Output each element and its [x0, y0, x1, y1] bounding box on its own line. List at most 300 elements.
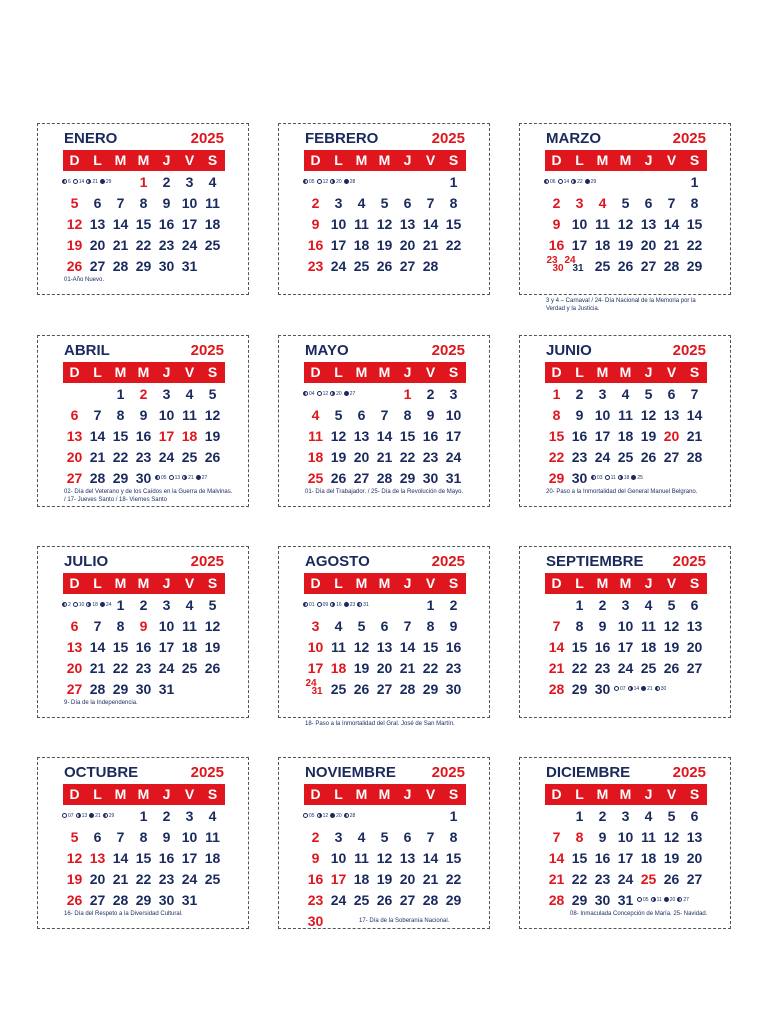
- day-cell: 4: [334, 618, 343, 634]
- year-label: 2025: [190, 342, 224, 359]
- weekday-label: S: [207, 575, 218, 591]
- day-cell: 25: [204, 237, 221, 253]
- day-cell: 24: [330, 892, 347, 908]
- moon-phase-date: 21: [95, 813, 101, 819]
- day-cell: 17: [330, 871, 347, 887]
- day-cell: 13: [66, 428, 83, 444]
- year-label: 2025: [672, 764, 706, 781]
- day-cell: 3: [185, 808, 194, 824]
- moon-full-icon: [558, 179, 563, 184]
- day-cell: 18: [640, 639, 657, 655]
- day-cell: 14: [422, 216, 439, 232]
- moon-new-icon: [196, 475, 201, 480]
- day-cell: 11: [354, 216, 369, 232]
- day-cell: 27: [399, 892, 416, 908]
- day-cell: 4: [644, 808, 653, 824]
- weekday-label: S: [448, 364, 459, 380]
- day-cell: 9: [139, 618, 148, 634]
- month-header: [64, 764, 224, 784]
- month-card-mayo: [278, 335, 490, 507]
- day-cell: 7: [93, 407, 102, 423]
- day-cell: 11: [331, 639, 346, 655]
- weekday-label: V: [184, 786, 195, 802]
- day-cell: 31: [445, 470, 462, 486]
- moon-full-icon: [303, 813, 308, 818]
- weekday-label: M: [619, 786, 632, 802]
- moon-phase-date: 31: [363, 602, 369, 608]
- moon-phase-date: 14: [563, 179, 570, 185]
- moon-lq-icon: [344, 813, 349, 818]
- day-cell: 7: [403, 618, 412, 634]
- day-cell: 14: [89, 639, 106, 655]
- day-cell: 31: [181, 258, 198, 274]
- day-cell: 21: [89, 449, 106, 465]
- day-cell: 2: [449, 597, 458, 613]
- month-header: [64, 130, 224, 150]
- weekday-label: L: [93, 786, 102, 802]
- day-cell: 7: [552, 829, 561, 845]
- day-cell: 18: [353, 237, 370, 253]
- day-cell: 27: [640, 258, 657, 274]
- day-cell: 27: [66, 470, 83, 486]
- day-cell: 13: [399, 216, 416, 232]
- moon-phase-date: 2: [68, 602, 71, 608]
- month-header: [546, 553, 706, 573]
- day-cell: 24: [330, 258, 347, 274]
- day-cell: 20: [89, 237, 106, 253]
- moon-phase-date: 05: [161, 475, 167, 481]
- weekday-label: M: [378, 364, 391, 380]
- day-cell: 24: [181, 237, 198, 253]
- moon-new-icon: [664, 897, 669, 902]
- weekday-label: D: [69, 364, 80, 380]
- day-cell: 15: [399, 428, 416, 444]
- day-cell: 28: [399, 681, 416, 697]
- day-cell: 17: [617, 850, 634, 866]
- day-cell: 6: [690, 808, 699, 824]
- month-header: [546, 764, 706, 784]
- day-cell: 19: [376, 237, 393, 253]
- day-cell: 28: [548, 892, 565, 908]
- day-cell: 9: [162, 195, 171, 211]
- day-cell: 2: [426, 386, 435, 402]
- moon-full-icon: [637, 897, 642, 902]
- moon-phases: [60, 178, 111, 186]
- moon-new-icon: [344, 179, 349, 184]
- day-cell: 16: [307, 871, 324, 887]
- day-cell: 22: [112, 660, 129, 676]
- day-cell: 5: [70, 195, 79, 211]
- day-cell: 20: [376, 660, 393, 676]
- weekday-label: S: [448, 786, 459, 802]
- moon-phase-date: 21: [188, 475, 194, 481]
- day-cell: 12: [376, 216, 393, 232]
- day-cell: 2: [162, 174, 171, 190]
- day-cell: 23: [571, 449, 588, 465]
- day-cell: 14: [663, 216, 680, 232]
- day-cell: 26: [330, 470, 347, 486]
- moon-lq-icon: [303, 602, 308, 607]
- day-cell: 17: [307, 660, 324, 676]
- day-cell: 16: [422, 428, 439, 444]
- weekday-label: J: [644, 364, 653, 380]
- day-cell: 21: [399, 660, 416, 676]
- day-cell: 29: [571, 681, 588, 697]
- moon-phases: [301, 178, 355, 186]
- weekday-bar: [545, 362, 707, 383]
- weekday-label: L: [575, 786, 584, 802]
- moon-phase-date: 09: [322, 602, 329, 608]
- day-cell: 26: [376, 258, 393, 274]
- day-cell: 22: [571, 660, 588, 676]
- day-cell: 13: [686, 618, 703, 634]
- weekday-label: S: [689, 364, 700, 380]
- moon-phase-date: 12: [322, 813, 329, 819]
- weekday-label: V: [666, 364, 677, 380]
- day-cell: 15: [112, 639, 129, 655]
- day-cell: 15: [571, 850, 588, 866]
- weekday-label: M: [355, 786, 368, 802]
- day-cell: 9: [162, 829, 171, 845]
- weekday-label: S: [689, 786, 700, 802]
- moon-phase-date: 20: [336, 391, 342, 397]
- weekday-label: S: [207, 364, 218, 380]
- day-cell: 10: [571, 216, 588, 232]
- day-cell: 2: [552, 195, 561, 211]
- moon-phase-date: 05: [309, 813, 315, 819]
- day-cell: 20: [663, 428, 680, 444]
- day-cell: 29: [548, 470, 565, 486]
- day-cell: 13: [89, 850, 106, 866]
- day-cell: 31: [617, 892, 634, 908]
- moon-phase-date: 28: [349, 813, 356, 819]
- day-cell: 3: [334, 195, 343, 211]
- day-cell: 9: [598, 829, 607, 845]
- day-cell: 28: [663, 258, 680, 274]
- holiday-note: 02- Día del Veterano y de los Caídos en la Guerra de Malvinas. / 17- Jueves Santo / 18- Viernes Santo: [64, 489, 233, 503]
- day-cell: 28: [422, 258, 439, 274]
- day-cell: 18: [594, 237, 611, 253]
- month-header: [64, 553, 224, 573]
- month-card-marzo: [519, 123, 731, 312]
- weekday-label: V: [666, 575, 677, 591]
- day-cell: 5: [380, 829, 389, 845]
- day-cell: 6: [403, 195, 412, 211]
- weekday-label: M: [114, 364, 127, 380]
- month-card-julio: [37, 546, 249, 718]
- day-cell: 20: [89, 871, 106, 887]
- day-cell: 1: [403, 386, 412, 402]
- day-cell: 8: [139, 829, 148, 845]
- day-cell: 11: [182, 618, 197, 634]
- day-cell: 29: [686, 258, 703, 274]
- day-cell: 16: [571, 428, 588, 444]
- moon-phase-date: 25: [637, 475, 643, 481]
- day-cell: 21: [686, 428, 703, 444]
- day-cell: 8: [403, 407, 412, 423]
- day-cell: 29: [135, 892, 152, 908]
- weekday-label: V: [666, 152, 677, 168]
- month-name: MARZO: [546, 130, 601, 147]
- day-cell: 9: [139, 407, 148, 423]
- moon-phase-date: 13: [81, 813, 88, 819]
- day-cell: 10: [158, 618, 175, 634]
- day-cell: 5: [621, 195, 630, 211]
- weekday-label: L: [575, 575, 584, 591]
- day-cell: 12: [617, 216, 634, 232]
- weekday-label: J: [162, 575, 171, 591]
- day-cell: 28: [548, 681, 565, 697]
- moon-lq-icon: [591, 475, 596, 480]
- day-cell: 23: [594, 660, 611, 676]
- month-header: [305, 130, 465, 150]
- weekday-label: M: [619, 575, 632, 591]
- day-cell: 2: [311, 195, 320, 211]
- moon-lq-icon: [655, 686, 660, 691]
- day-cell: 10: [307, 639, 324, 655]
- weekday-label: V: [425, 786, 436, 802]
- weekday-label: V: [184, 364, 195, 380]
- day-cell: 9: [552, 216, 561, 232]
- day-cell: 5: [208, 386, 217, 402]
- day-cell: 25: [330, 681, 347, 697]
- holiday-note: 16- Día del Respeto a la Diversidad Cultural.: [64, 911, 183, 917]
- day-cell: 2: [162, 808, 171, 824]
- day-cell: 30: [158, 892, 175, 908]
- weekday-label: M: [596, 575, 609, 591]
- day-cell: 13: [663, 407, 680, 423]
- day-cell: 14: [89, 428, 106, 444]
- day-cell: 1: [575, 597, 584, 613]
- day-cell: 4: [208, 808, 217, 824]
- day-cell: 18: [307, 449, 324, 465]
- day-cell: 16: [135, 639, 152, 655]
- day-cell: 25: [353, 258, 370, 274]
- day-cell: 16: [158, 216, 175, 232]
- day-cell: 30: [307, 913, 324, 929]
- moon-lq-icon: [544, 179, 549, 184]
- day-cell: 26: [376, 892, 393, 908]
- weekday-label: M: [596, 786, 609, 802]
- moon-fq-icon: [628, 686, 633, 691]
- day-cell: 30: [135, 470, 152, 486]
- day-cell: 12: [353, 639, 370, 655]
- weekday-bar: [63, 573, 225, 594]
- weekday-label: V: [666, 786, 677, 802]
- day-cell: 12: [640, 407, 657, 423]
- day-cell: 3: [162, 386, 171, 402]
- day-cell: 8: [139, 195, 148, 211]
- day-cell: 6: [644, 195, 653, 211]
- weekday-label: D: [310, 152, 321, 168]
- day-cell: 4: [621, 386, 630, 402]
- weekday-label: M: [619, 152, 632, 168]
- day-cell: 1: [449, 808, 458, 824]
- day-cell: 17: [158, 428, 175, 444]
- moon-phase-date: 14: [633, 686, 640, 692]
- moon-phase-date: 05: [309, 179, 315, 185]
- day-cell: 24: [594, 449, 611, 465]
- day-cell: 18: [181, 639, 198, 655]
- year-label: 2025: [672, 130, 706, 147]
- day-cell: 3: [311, 618, 320, 634]
- day-cell: 26: [66, 892, 83, 908]
- moon-phase-date: 29: [105, 179, 112, 185]
- year-label: 2025: [431, 553, 465, 570]
- year-label: 2025: [431, 764, 465, 781]
- day-cell: 12: [330, 428, 347, 444]
- month-card-octubre: [37, 757, 249, 929]
- weekday-label: S: [448, 152, 459, 168]
- day-cell: 13: [376, 639, 393, 655]
- day-cell: 8: [426, 618, 435, 634]
- day-cell: 19: [353, 660, 370, 676]
- moon-fq-icon: [330, 602, 335, 607]
- day-cell: 7: [116, 195, 125, 211]
- weekday-label: S: [207, 786, 218, 802]
- day-cell: 8: [116, 407, 125, 423]
- day-cell: 3: [621, 808, 630, 824]
- holiday-note: 20- Paso a la Inmortalidad del General Manuel Belgrano.: [546, 489, 698, 495]
- month-name: JUNIO: [546, 342, 592, 359]
- day-cell: 19: [204, 428, 221, 444]
- day-cell: 8: [552, 407, 561, 423]
- day-cell: 5: [644, 386, 653, 402]
- day-cell: 25: [594, 258, 611, 274]
- day-cell: 29: [422, 681, 439, 697]
- day-cell: 13: [686, 829, 703, 845]
- weekday-bar: [304, 784, 466, 805]
- weekday-label: M: [114, 575, 127, 591]
- day-cell: 8: [575, 618, 584, 634]
- day-cell: 5: [667, 808, 676, 824]
- weekday-label: L: [334, 152, 343, 168]
- day-cell: 7: [426, 195, 435, 211]
- year-label: 2025: [431, 130, 465, 147]
- day-cell: 14: [112, 850, 129, 866]
- day-cell: 11: [595, 216, 610, 232]
- day-cell: 14: [422, 850, 439, 866]
- weekday-label: D: [69, 786, 80, 802]
- weekday-label: M: [137, 152, 150, 168]
- day-cell: 17: [617, 639, 634, 655]
- day-cell: 9: [598, 618, 607, 634]
- weekday-bar: [304, 362, 466, 383]
- day-cell: 10: [158, 407, 175, 423]
- day-cell: 15: [548, 428, 565, 444]
- day-cell: 12: [66, 216, 83, 232]
- day-cell: 19: [663, 850, 680, 866]
- moon-phase-date: 28: [349, 179, 356, 185]
- day-cell: 17: [571, 237, 588, 253]
- day-cell: 24: [617, 871, 634, 887]
- moon-phases: [301, 812, 355, 820]
- day-cell: 20: [66, 660, 83, 676]
- day-cell: 30: [422, 470, 439, 486]
- day-cell: 24: [158, 449, 175, 465]
- day-cell: 27: [686, 660, 703, 676]
- day-cell: 22: [135, 871, 152, 887]
- day-cell: 16: [307, 237, 324, 253]
- month-header: [546, 342, 706, 362]
- day-cell: 1: [116, 597, 125, 613]
- day-cell: 10: [181, 829, 198, 845]
- moon-phase-date: 12: [322, 391, 329, 397]
- moon-fq-icon: [571, 179, 576, 184]
- weekday-label: J: [403, 152, 412, 168]
- moon-phase-date: 11: [610, 475, 616, 481]
- day-cell: 15: [422, 639, 439, 655]
- month-header: [546, 130, 706, 150]
- weekday-label: J: [644, 786, 653, 802]
- moon-phase-date: 24: [105, 602, 112, 608]
- day-cell: 15: [135, 850, 152, 866]
- day-cell-stacked-top: 24: [305, 678, 317, 689]
- day-cell: 4: [185, 597, 194, 613]
- day-cell: 27: [399, 258, 416, 274]
- day-cell: 9: [311, 216, 320, 232]
- day-cell: 24: [445, 449, 462, 465]
- day-cell: 12: [204, 618, 221, 634]
- moon-phase-date: 13: [174, 475, 181, 481]
- day-cell: 25: [181, 449, 198, 465]
- day-cell: 29: [135, 258, 152, 274]
- weekday-label: V: [425, 152, 436, 168]
- moon-phase-date: 21: [647, 686, 653, 692]
- moon-new-icon: [330, 813, 335, 818]
- day-cell: 14: [399, 639, 416, 655]
- moon-new-icon: [344, 391, 349, 396]
- moon-phases: [153, 474, 207, 482]
- day-cell: 1: [552, 386, 561, 402]
- day-cell: 2: [139, 386, 148, 402]
- moon-phase-date: 29: [108, 813, 115, 819]
- day-cell: 16: [594, 850, 611, 866]
- weekday-label: D: [69, 575, 80, 591]
- day-cell: 1: [116, 386, 125, 402]
- day-cell: 20: [640, 237, 657, 253]
- weekday-bar: [545, 784, 707, 805]
- moon-phase-date: 11: [656, 897, 662, 903]
- day-cell: 27: [376, 681, 393, 697]
- moon-phases: [301, 601, 369, 609]
- weekday-label: M: [114, 152, 127, 168]
- day-cell: 9: [426, 407, 435, 423]
- day-cell: 18: [617, 428, 634, 444]
- day-cell: 23: [307, 258, 324, 274]
- day-cell: 7: [116, 829, 125, 845]
- year-label: 2025: [431, 342, 465, 359]
- day-cell: 25: [640, 660, 657, 676]
- day-cell: 27: [89, 892, 106, 908]
- day-cell: 17: [330, 237, 347, 253]
- moon-lq-icon: [103, 813, 108, 818]
- day-cell: 23: [135, 449, 152, 465]
- moon-fq-icon: [76, 813, 81, 818]
- day-cell: 13: [640, 216, 657, 232]
- day-cell: 18: [204, 850, 221, 866]
- day-cell: 22: [399, 449, 416, 465]
- year-label: 2025: [672, 553, 706, 570]
- moon-phase-date: 18: [92, 602, 98, 608]
- day-cell: 17: [181, 850, 198, 866]
- day-cell: 19: [376, 871, 393, 887]
- month-name: AGOSTO: [305, 553, 370, 570]
- day-cell: 18: [181, 428, 198, 444]
- moon-new-icon: [641, 686, 646, 691]
- weekday-label: L: [334, 364, 343, 380]
- weekday-label: D: [551, 786, 562, 802]
